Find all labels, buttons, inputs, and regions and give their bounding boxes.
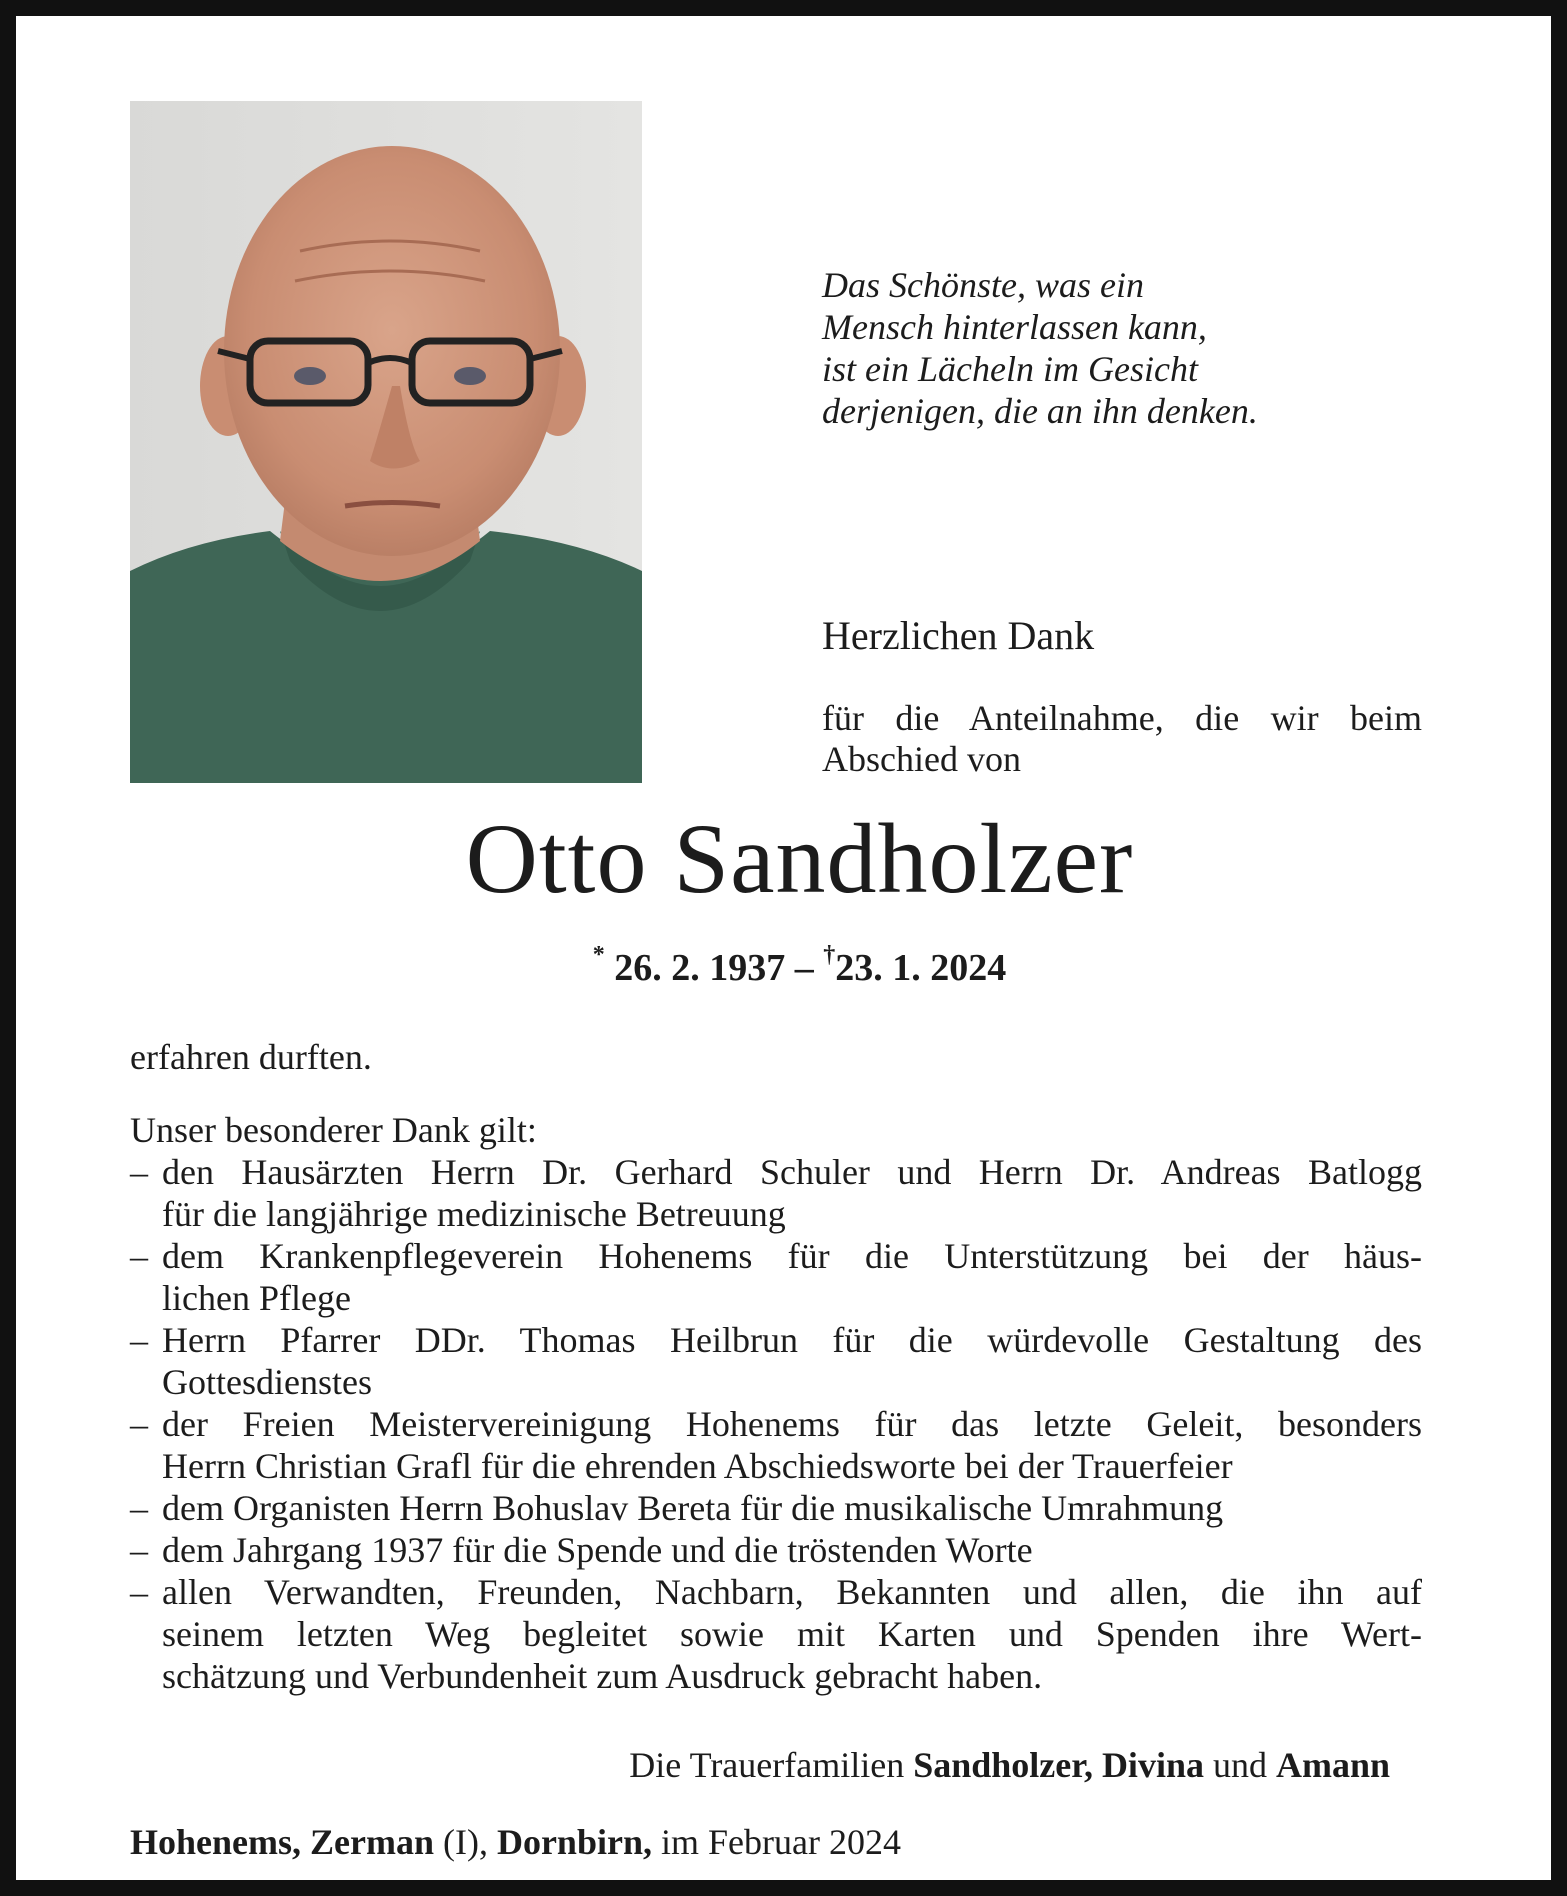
publication-date: im Februar 2024: [660, 1822, 901, 1862]
date-separator: –: [794, 947, 814, 989]
place-name: Zerman: [310, 1822, 434, 1862]
list-dash: –: [130, 1572, 148, 1612]
country-code: (I),: [442, 1822, 488, 1862]
thanks-list: [130, 1151, 1422, 1697]
list-item: [130, 1403, 1422, 1487]
list-line: Herrn Christian Grafl für die ehrenden Abschiedsworte bei der Trauerfeier: [162, 1446, 1233, 1486]
list-dash: –: [130, 1236, 148, 1276]
deceased-name: Otto Sandholzer: [465, 803, 1134, 914]
experienced-text: erfahren durften.: [130, 1037, 372, 1077]
list-item: [130, 1529, 1422, 1571]
family-name: Divina: [1101, 1745, 1204, 1785]
family-signature: [629, 1744, 1390, 1786]
list-dash: –: [130, 1404, 148, 1444]
poem-line: Das Schönste, was ein: [822, 265, 1144, 305]
birth-date: 26. 2. 1937: [614, 947, 786, 989]
list-line: für die langjährige medizinische Betreuung: [162, 1194, 786, 1234]
list-item: [130, 1235, 1422, 1319]
list-item: [130, 1571, 1422, 1697]
portrait-image: [130, 101, 642, 783]
place-name: Hohenems,: [130, 1822, 301, 1862]
list-line: Herrn Pfarrer DDr. Thomas Heilbrun für die würdevolle Gestaltung des: [162, 1320, 1422, 1360]
poem-line: derjenigen, die an ihn denken.: [822, 391, 1258, 431]
signature-joiner: und: [1212, 1745, 1267, 1785]
signature-prefix: Die Trauerfamilien: [629, 1745, 905, 1785]
list-line: dem Krankenpflegeverein Hohenems für die Unterstützung bei der häus-: [162, 1236, 1422, 1276]
thanks-line: für die Anteilnahme, die wir beim: [822, 698, 1422, 738]
list-line: allen Verwandten, Freunden, Nachbarn, Bekannten und allen, die ihn auf: [162, 1572, 1422, 1612]
thanks-text: [822, 698, 1422, 780]
death-date: 23. 1. 2024: [835, 947, 1007, 989]
list-line: dem Jahrgang 1937 für die Spende und die tröstenden Worte: [162, 1530, 1033, 1570]
poem-line: Mensch hinterlassen kann,: [822, 307, 1207, 347]
list-line: schätzung und Verbundenheit zum Ausdruck gebracht haben.: [162, 1656, 1043, 1696]
list-item: [130, 1151, 1422, 1235]
birth-symbol: *: [592, 942, 605, 968]
list-line: dem Organisten Herrn Bohuslav Bereta für die musikalische Umrahmung: [162, 1488, 1224, 1528]
place-and-date: [130, 1821, 901, 1863]
thanks-line: Abschied von: [822, 739, 1021, 779]
obituary-card: [16, 16, 1551, 1880]
memorial-poem: [822, 264, 1342, 432]
list-line: seinem letzten Weg begleitet sowie mit Karten und Spenden ihre Wert-: [162, 1614, 1422, 1654]
list-dash: –: [130, 1152, 148, 1192]
life-dates: [16, 942, 1567, 990]
poem-line: ist ein Lächeln im Gesicht: [822, 349, 1198, 389]
thanks-heading: Herzlichen Dank: [822, 613, 1095, 658]
list-dash: –: [130, 1488, 148, 1528]
list-dash: –: [130, 1320, 148, 1360]
death-symbol: †: [823, 942, 836, 968]
list-line: Gottesdienstes: [162, 1362, 372, 1402]
list-line: lichen Pflege: [162, 1278, 351, 1318]
family-name: Sandholzer,: [913, 1745, 1093, 1785]
place-name: Dornbirn,: [496, 1822, 652, 1862]
portrait-photo: [130, 101, 642, 783]
list-line: der Freien Meistervereinigung Hohenems für das letzte Geleit, besonders: [162, 1404, 1422, 1444]
list-line: den Hausärzten Herrn Dr. Gerhard Schuler und Herrn Dr. Andreas Batlogg: [162, 1152, 1422, 1192]
thanks-intro: Unser besonderer Dank gilt:: [130, 1110, 537, 1150]
list-item: [130, 1319, 1422, 1403]
family-name: Amann: [1275, 1745, 1390, 1785]
list-dash: –: [130, 1530, 148, 1570]
list-item: [130, 1487, 1422, 1529]
